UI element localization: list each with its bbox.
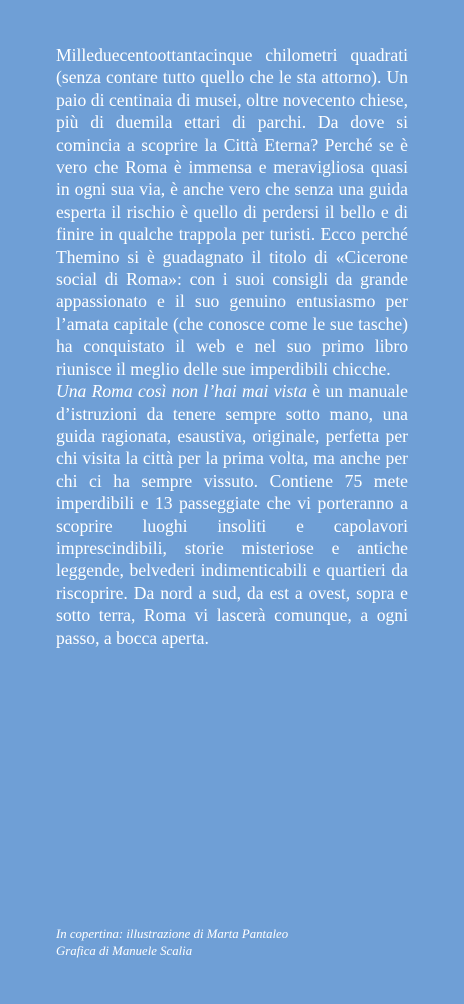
book-title: Una Roma così non l’hai mai vista: [56, 381, 307, 402]
credits: [56, 926, 408, 959]
cover-credit: In copertina: illustrazione di Marta Pantaleo: [56, 927, 289, 941]
blurb-paragraph-2: [56, 380, 408, 649]
graphics-credit: Grafica di Manuele Scalia: [56, 943, 193, 958]
blurb-paragraph-1: Milleduecentoottantacinque chilometri quadrati (senza contare tutto quello che le sta attorno). Un paio di centinaia di musei, oltre novecento chiese, più di duemila ettari di parchi. Da dove si comincia a scoprire la Città Eterna? Perché se è vero che Roma è immensa e meravigliosa quasi in ogni sua via, è anche vero che senza una guida esperta il rischio è quello di perdersi il bello e di finire in qualche trappola per turisti. Ecco perché Themino si è guadagnato il titolo di «Cicerone social di Roma»: con i suoi consigli da grande appassionato e il suo genuino entusiasmo per l’amata capitale (che conosce come le sue tasche) ha conquistato il web e nel suo primo libro riunisce il meglio delle sue imperdibili chicche.: [56, 45, 408, 379]
blurb-paragraph-2-text: è un manuale d’istruzioni da tenere sempre sotto mano, una guida ragionata, esaustiva, originale, perfetta per chi visita la città per la prima volta, ma anche per chi ci ha sempre vissuto. Contiene 75 mete imperdibili e 13 passeggiate che vi porteranno a scoprire luoghi insoliti e capolavori imprescindibili, storie misteriose e antiche leggende, belvederi indimenticabili e quartieri da riscoprire. Da nord a sud, da est a ovest, sopra e sotto terra, Roma vi lascerà comunque, a ogni passo, a bocca aperta.: [56, 381, 408, 648]
book-blurb: [56, 44, 408, 649]
